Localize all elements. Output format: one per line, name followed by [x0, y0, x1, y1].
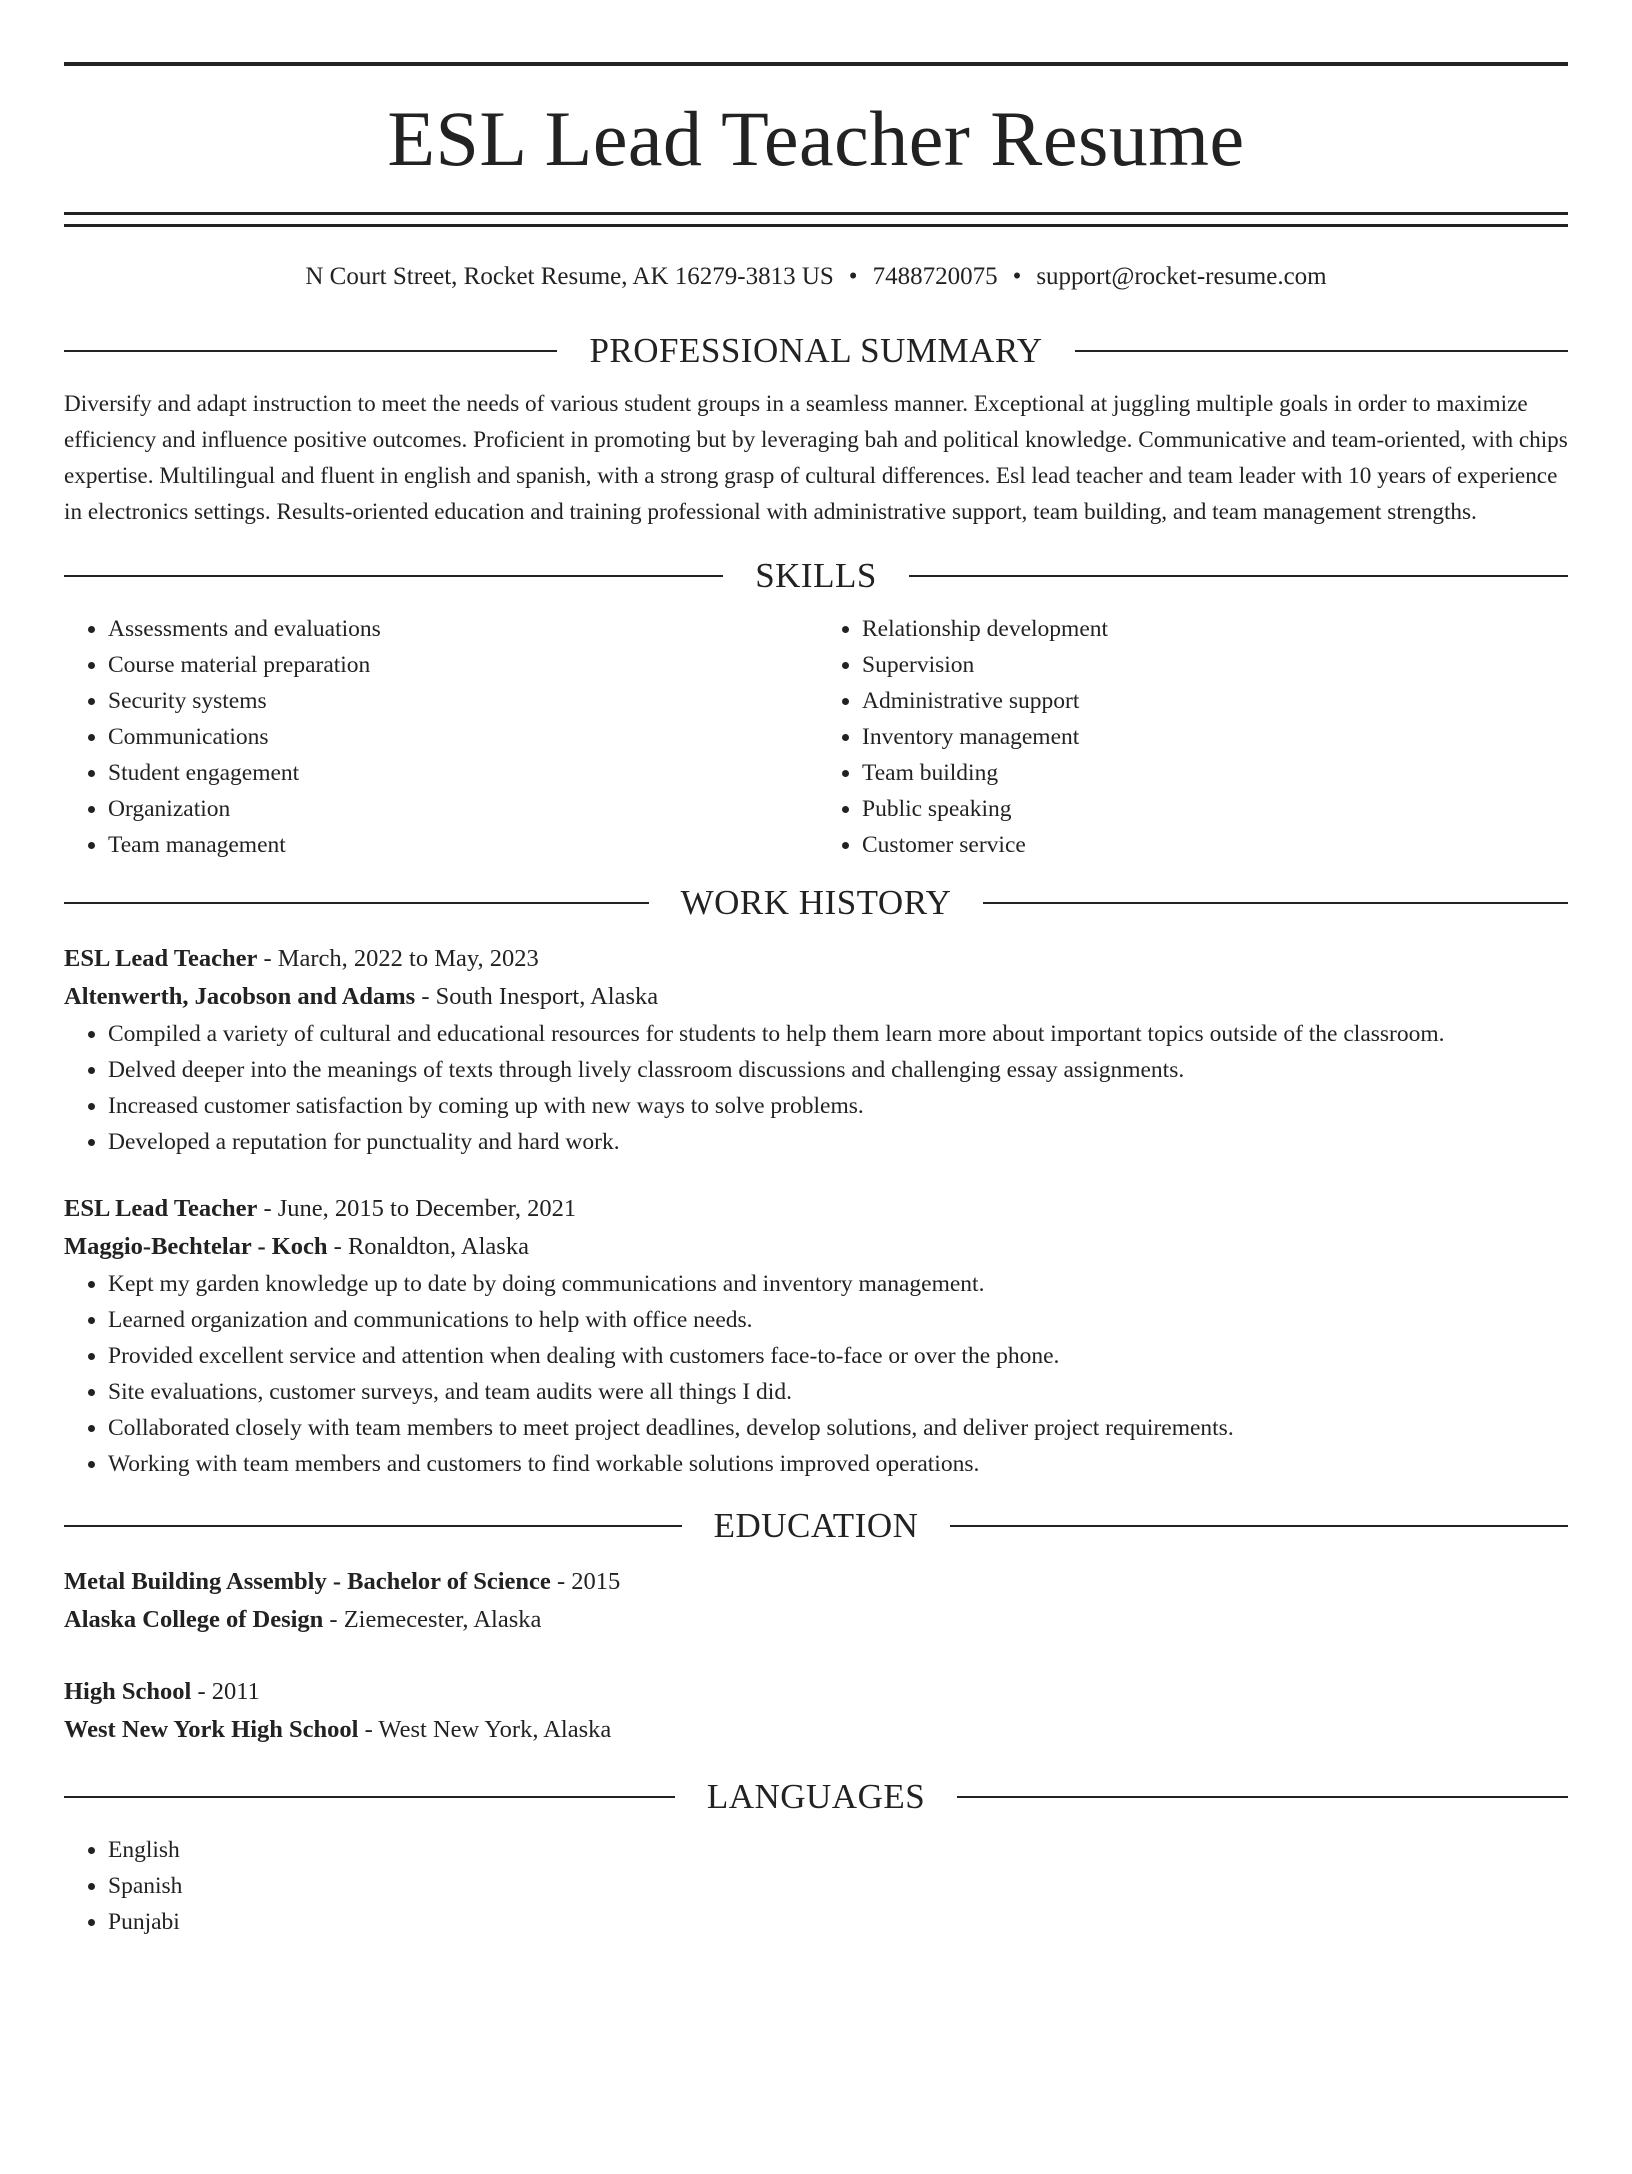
- education-location: - West New York, Alaska: [358, 1716, 612, 1743]
- section-header-summary: [64, 333, 1568, 368]
- section-rule: [64, 1796, 675, 1798]
- skill-item: • Public speaking: [862, 791, 1568, 827]
- languages-list: [64, 1832, 1568, 1940]
- job-bullet: • Compiled a variety of cultural and educational resources for students to help them learn more about important topics outside of the classroom.: [108, 1016, 1568, 1052]
- job-bullet: • Delved deeper into the meanings of texts through lively classroom discussions and challenging essay assignments.: [108, 1052, 1568, 1088]
- language-item: • Punjabi: [108, 1904, 1568, 1940]
- education-degree-line: [64, 1673, 1568, 1711]
- top-rule: [64, 62, 1568, 66]
- section-rule: [1075, 350, 1568, 352]
- section-header-languages: [64, 1779, 1568, 1814]
- skill-item: • Team building: [862, 755, 1568, 791]
- double-rule: [64, 212, 1568, 227]
- skill-item: • Supervision: [862, 647, 1568, 683]
- job-role: ESL Lead Teacher: [64, 1195, 258, 1222]
- job-company: Altenwerth, Jacobson and Adams: [64, 983, 416, 1010]
- language-item: • Spanish: [108, 1868, 1568, 1904]
- section-header-work: [64, 885, 1568, 920]
- section-title-languages: LANGUAGES: [706, 1777, 926, 1816]
- contact-email: support@rocket-resume.com: [1036, 263, 1327, 290]
- job-location: - South Inesport, Alaska: [415, 983, 659, 1010]
- summary-text: Diversify and adapt instruction to meet the needs of various student groups in a seamless manner. Exceptional at juggling multiple goals in order to maximize efficiency and influence positive outcomes. Proficient in promoting but by leveraging bah and political knowledge. Communicative and team-oriented, with chips expertise. Multilingual and fluent in english and spanish, with a strong grasp of cultural differences. Esl lead teacher and team leader with 10 years of experience in electronics settings. Results-oriented education and training professional with administrative support, team building, and team management strengths.: [64, 391, 1568, 525]
- job-company-line: [64, 1228, 1568, 1266]
- job-bullet: • Provided excellent service and attention when dealing with customers face-to-face or over the phone.: [108, 1338, 1568, 1374]
- education-location: - Ziemecester, Alaska: [323, 1606, 542, 1633]
- education-degree-line: [64, 1563, 1568, 1601]
- job-title-line: [64, 1190, 1568, 1228]
- language-item: • English: [108, 1832, 1568, 1868]
- skill-item: • Assessments and evaluations: [108, 611, 816, 647]
- job-dates: - March, 2022 to May, 2023: [257, 945, 539, 972]
- skill-item: • Inventory management: [862, 719, 1568, 755]
- skill-item: • Communications: [108, 719, 816, 755]
- skill-item: • Course material preparation: [108, 647, 816, 683]
- job-role: ESL Lead Teacher: [64, 945, 258, 972]
- job-bullet: • Collaborated closely with team members to meet project deadlines, develop solutions, and deliver project requirements.: [108, 1410, 1568, 1446]
- education-entry: [64, 1673, 1568, 1749]
- education-degree: Metal Building Assembly - Bachelor of Science: [64, 1568, 551, 1595]
- skill-item: • Organization: [108, 791, 816, 827]
- job-entry: [64, 1190, 1568, 1482]
- section-title-education: EDUCATION: [713, 1506, 919, 1545]
- education-school-line: [64, 1601, 1568, 1639]
- contact-separator: •: [848, 263, 858, 290]
- job-bullet: • Increased customer satisfaction by coming up with new ways to solve problems.: [108, 1088, 1568, 1124]
- education-school: West New York High School: [64, 1716, 359, 1743]
- job-bullet: • Site evaluations, customer surveys, and team audits were all things I did.: [108, 1374, 1568, 1410]
- education-entry: [64, 1563, 1568, 1639]
- education-school-line: [64, 1711, 1568, 1749]
- section-rule: [64, 575, 723, 577]
- job-bullet: • Kept my garden knowledge up to date by doing communications and inventory management.: [108, 1266, 1568, 1302]
- skills-list-right: [816, 611, 1568, 863]
- skills-column-right: [816, 611, 1568, 863]
- section-rule: [983, 902, 1568, 904]
- contact-line: [64, 264, 1568, 289]
- job-company: Maggio-Bechtelar - Koch: [64, 1233, 328, 1260]
- job-location: - Ronaldton, Alaska: [327, 1233, 529, 1260]
- skill-item: • Relationship development: [862, 611, 1568, 647]
- education-school: Alaska College of Design: [64, 1606, 324, 1633]
- resume-title: ESL Lead Teacher Resume: [387, 95, 1245, 182]
- job-bullet: • Learned organization and communications to help with office needs.: [108, 1302, 1568, 1338]
- education-year: - 2011: [191, 1678, 260, 1705]
- section-header-skills: [64, 558, 1568, 593]
- skills-columns: [64, 611, 1568, 863]
- skills-column-left: [64, 611, 816, 863]
- section-rule: [950, 1525, 1568, 1527]
- section-rule: [909, 575, 1568, 577]
- section-rule: [64, 350, 557, 352]
- contact-phone: 7488720075: [872, 263, 998, 290]
- section-header-education: [64, 1508, 1568, 1543]
- education-year: - 2015: [550, 1568, 621, 1595]
- job-title-line: [64, 940, 1568, 978]
- skill-item: • Security systems: [108, 683, 816, 719]
- section-rule: [64, 1525, 682, 1527]
- skill-item: • Administrative support: [862, 683, 1568, 719]
- job-bullet: • Working with team members and customers to find workable solutions improved operations.: [108, 1446, 1568, 1482]
- job-company-line: [64, 978, 1568, 1016]
- job-entry: [64, 940, 1568, 1160]
- section-title-skills: SKILLS: [755, 556, 877, 595]
- job-bullets: [64, 1266, 1568, 1482]
- contact-address: N Court Street, Rocket Resume, AK 16279-3813 US: [305, 263, 834, 290]
- skill-item: • Student engagement: [108, 755, 816, 791]
- section-rule: [64, 902, 649, 904]
- skills-list-left: [64, 611, 816, 863]
- skill-item: • Customer service: [862, 827, 1568, 863]
- section-rule: [957, 1796, 1568, 1798]
- resume-page: [0, 62, 1632, 2174]
- job-bullet: • Developed a reputation for punctuality and hard work.: [108, 1124, 1568, 1160]
- skill-item: • Team management: [108, 827, 816, 863]
- job-dates: - June, 2015 to December, 2021: [257, 1195, 577, 1222]
- contact-separator: •: [1012, 263, 1022, 290]
- education-degree: High School: [64, 1678, 192, 1705]
- section-title-summary: PROFESSIONAL SUMMARY: [589, 331, 1043, 370]
- section-title-work: WORK HISTORY: [680, 883, 952, 922]
- job-bullets: [64, 1016, 1568, 1160]
